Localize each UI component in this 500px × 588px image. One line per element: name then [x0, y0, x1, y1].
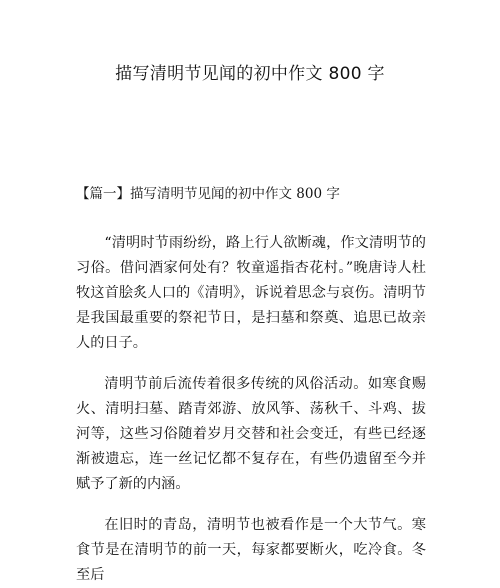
paragraph-3: 在旧时的青岛，清明节也被看作是一个大节气。寒食节是在清明节的前一天，每家都要断火，吃冷食。冬至后 — [76, 517, 426, 583]
paragraph-2: 清明节前后流传着很多传统的风俗活动。如寒食赐火、清明扫墓、踏青郊游、放风筝、荡秋千、斗鸡、拔河等，这些习俗随着岁月交替和社会变迁，有些已经逐渐被遗忘，连一丝记忆都不复存在，有些仍遗留至今并赋予了新的内涵。 — [76, 376, 426, 492]
section-heading: 【篇一】描写清明节见闻的初中作文 800 字 — [76, 186, 340, 202]
paragraph-1: “清明时节雨纷纷，路上行人欲断魂，作文清明节的习俗。借问酒家何处有？牧童遥指杏花村。”晚唐诗人杜牧这首脍炙人口的《清明》，诉说着思念与哀伤。清明节是我国最重要的祭祀节日，是扫墓和祭奠、追思已故亲人的日子。 — [76, 235, 426, 351]
document-title: 描写清明节见闻的初中作文 800 字 — [115, 64, 385, 84]
